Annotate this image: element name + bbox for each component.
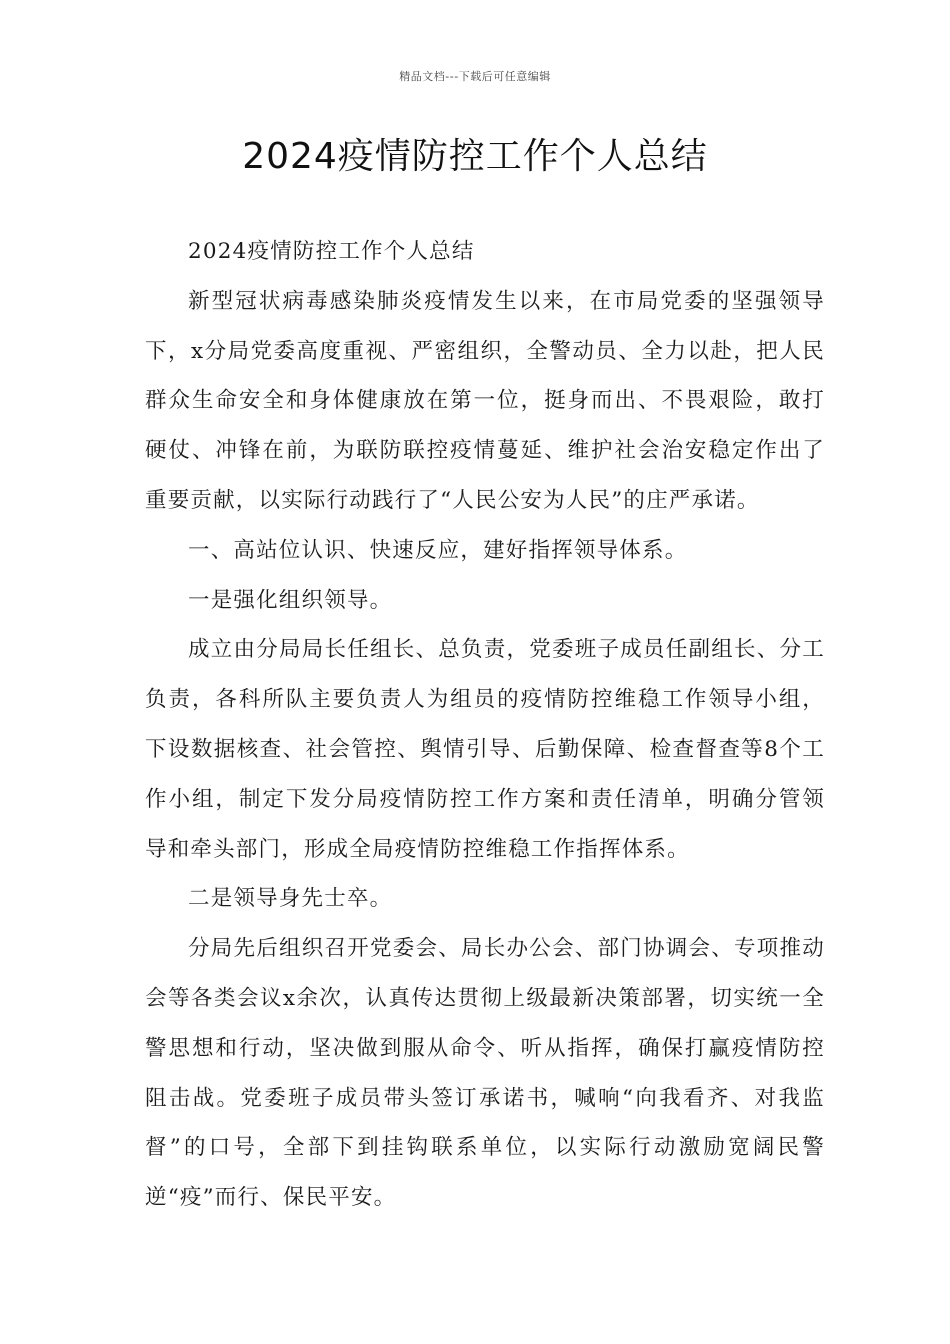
subsection-heading: 二是领导身先士卒。 xyxy=(188,886,393,912)
paragraph: 新型冠状病毒感染肺炎疫情发生以来，在市局党委的坚强领导下，x分局党委高度重视、严密组织，全警动员、全力以赴，把人民群众生命安全和身体健康放在第一位，挺身而出、不畏艰险，敢打硬仗、冲锋在前，为联防联控疫情蔓延、维护社会治安稳定作出了重要贡献，以实际行动践行了“人民公安为人民”的庄严承诺。 xyxy=(145,288,825,513)
section-heading: 一、高站位认识、快速反应，建好指挥领导体系。 xyxy=(188,537,688,563)
subsection-heading: 一是强化组织领导。 xyxy=(188,587,393,613)
document-body xyxy=(145,227,825,1223)
document-title: 2024疫情防控工作个人总结 xyxy=(242,136,708,177)
header-note: 精品文档---下载后可任意编辑 xyxy=(399,70,551,83)
paragraph-subtitle: 2024疫情防控工作个人总结 xyxy=(188,239,475,264)
paragraph: 分局先后组织召开党委会、局长办公会、部门协调会、专项推动会等各类会议x余次，认真传达贯彻上级最新决策部署，切实统一全警思想和行动，坚决做到服从命令、听从指挥，确保打赢疫情防控阻击战。党委班子成员带头签订承诺书，喊响“向我看齐、对我监督”的口号，全部下到挂钩联系单位，以实际行动激励宽阔民警逆“疫”而行、保民平安。 xyxy=(145,936,825,1211)
paragraph: 成立由分局局长任组长、总负责，党委班子成员任副组长、分工负责，各科所队主要负责人为组员的疫情防控维稳工作领导小组，下设数据核查、社会管控、舆情引导、后勤保障、检查督查等8个工作小组，制定下发分局疫情防控工作方案和责任清单，明确分管领导和牵头部门，形成全局疫情防控维稳工作指挥体系。 xyxy=(145,637,825,862)
